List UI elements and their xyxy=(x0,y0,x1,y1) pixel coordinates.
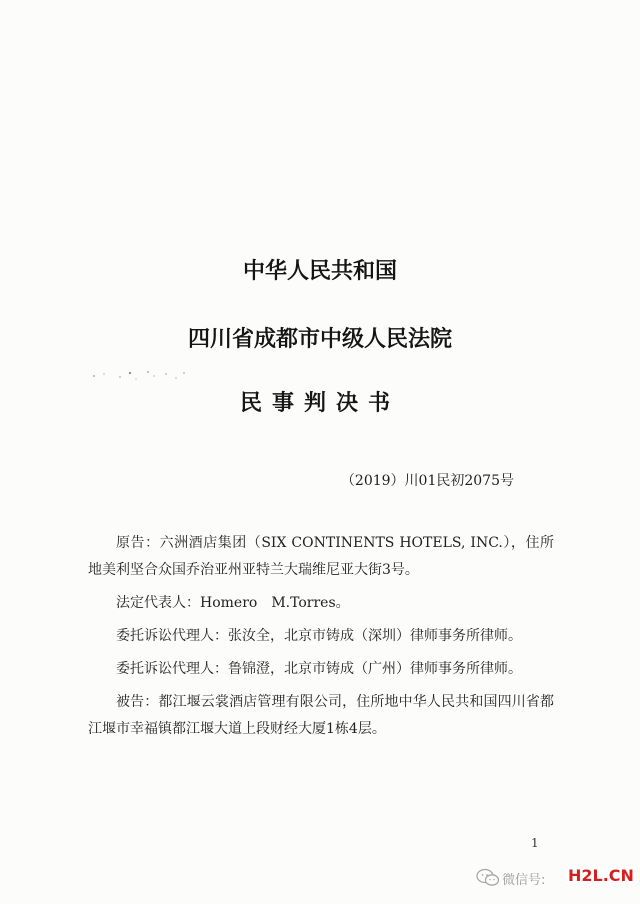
case-number: （2019）川01民初2075号 xyxy=(340,473,514,489)
scan-specks xyxy=(90,364,200,386)
agent-paragraph-1: 委托诉讼代理人：张汝全，北京市铸成（深圳）律师事务所律师。 xyxy=(116,628,522,644)
defendant-paragraph: 被告：都江堰云裳酒店管理有限公司，住所地中华人民共和国四川省都江堰市幸福镇都江堰大道上段财经大厦1栋4层。 xyxy=(88,694,554,737)
plaintiff-paragraph: 原告：六洲酒店集团（SIX CONTINENTS HOTELS, INC.），住所地美利坚合众国乔治亚州亚特兰大瑞维尼亚大街3号。 xyxy=(88,535,554,578)
document-body xyxy=(88,530,554,749)
document-type-title: 民事判决书 xyxy=(239,391,400,416)
site-logo: H2L.CN xyxy=(568,866,634,885)
wechat-icon xyxy=(476,868,500,888)
page-number: 1 xyxy=(531,836,539,850)
country-title: 中华人民共和国 xyxy=(242,259,397,284)
court-name: 四川省成都市中级人民法院 xyxy=(187,327,452,352)
watermark-label: 微信号: xyxy=(502,873,546,888)
agent-paragraph-2: 委托诉讼代理人：鲁锦澄，北京市铸成（广州）律师事务所律师。 xyxy=(116,661,522,677)
watermark xyxy=(470,864,640,894)
legal-representative-paragraph: 法定代表人：Homero M.Torres。 xyxy=(116,595,350,611)
